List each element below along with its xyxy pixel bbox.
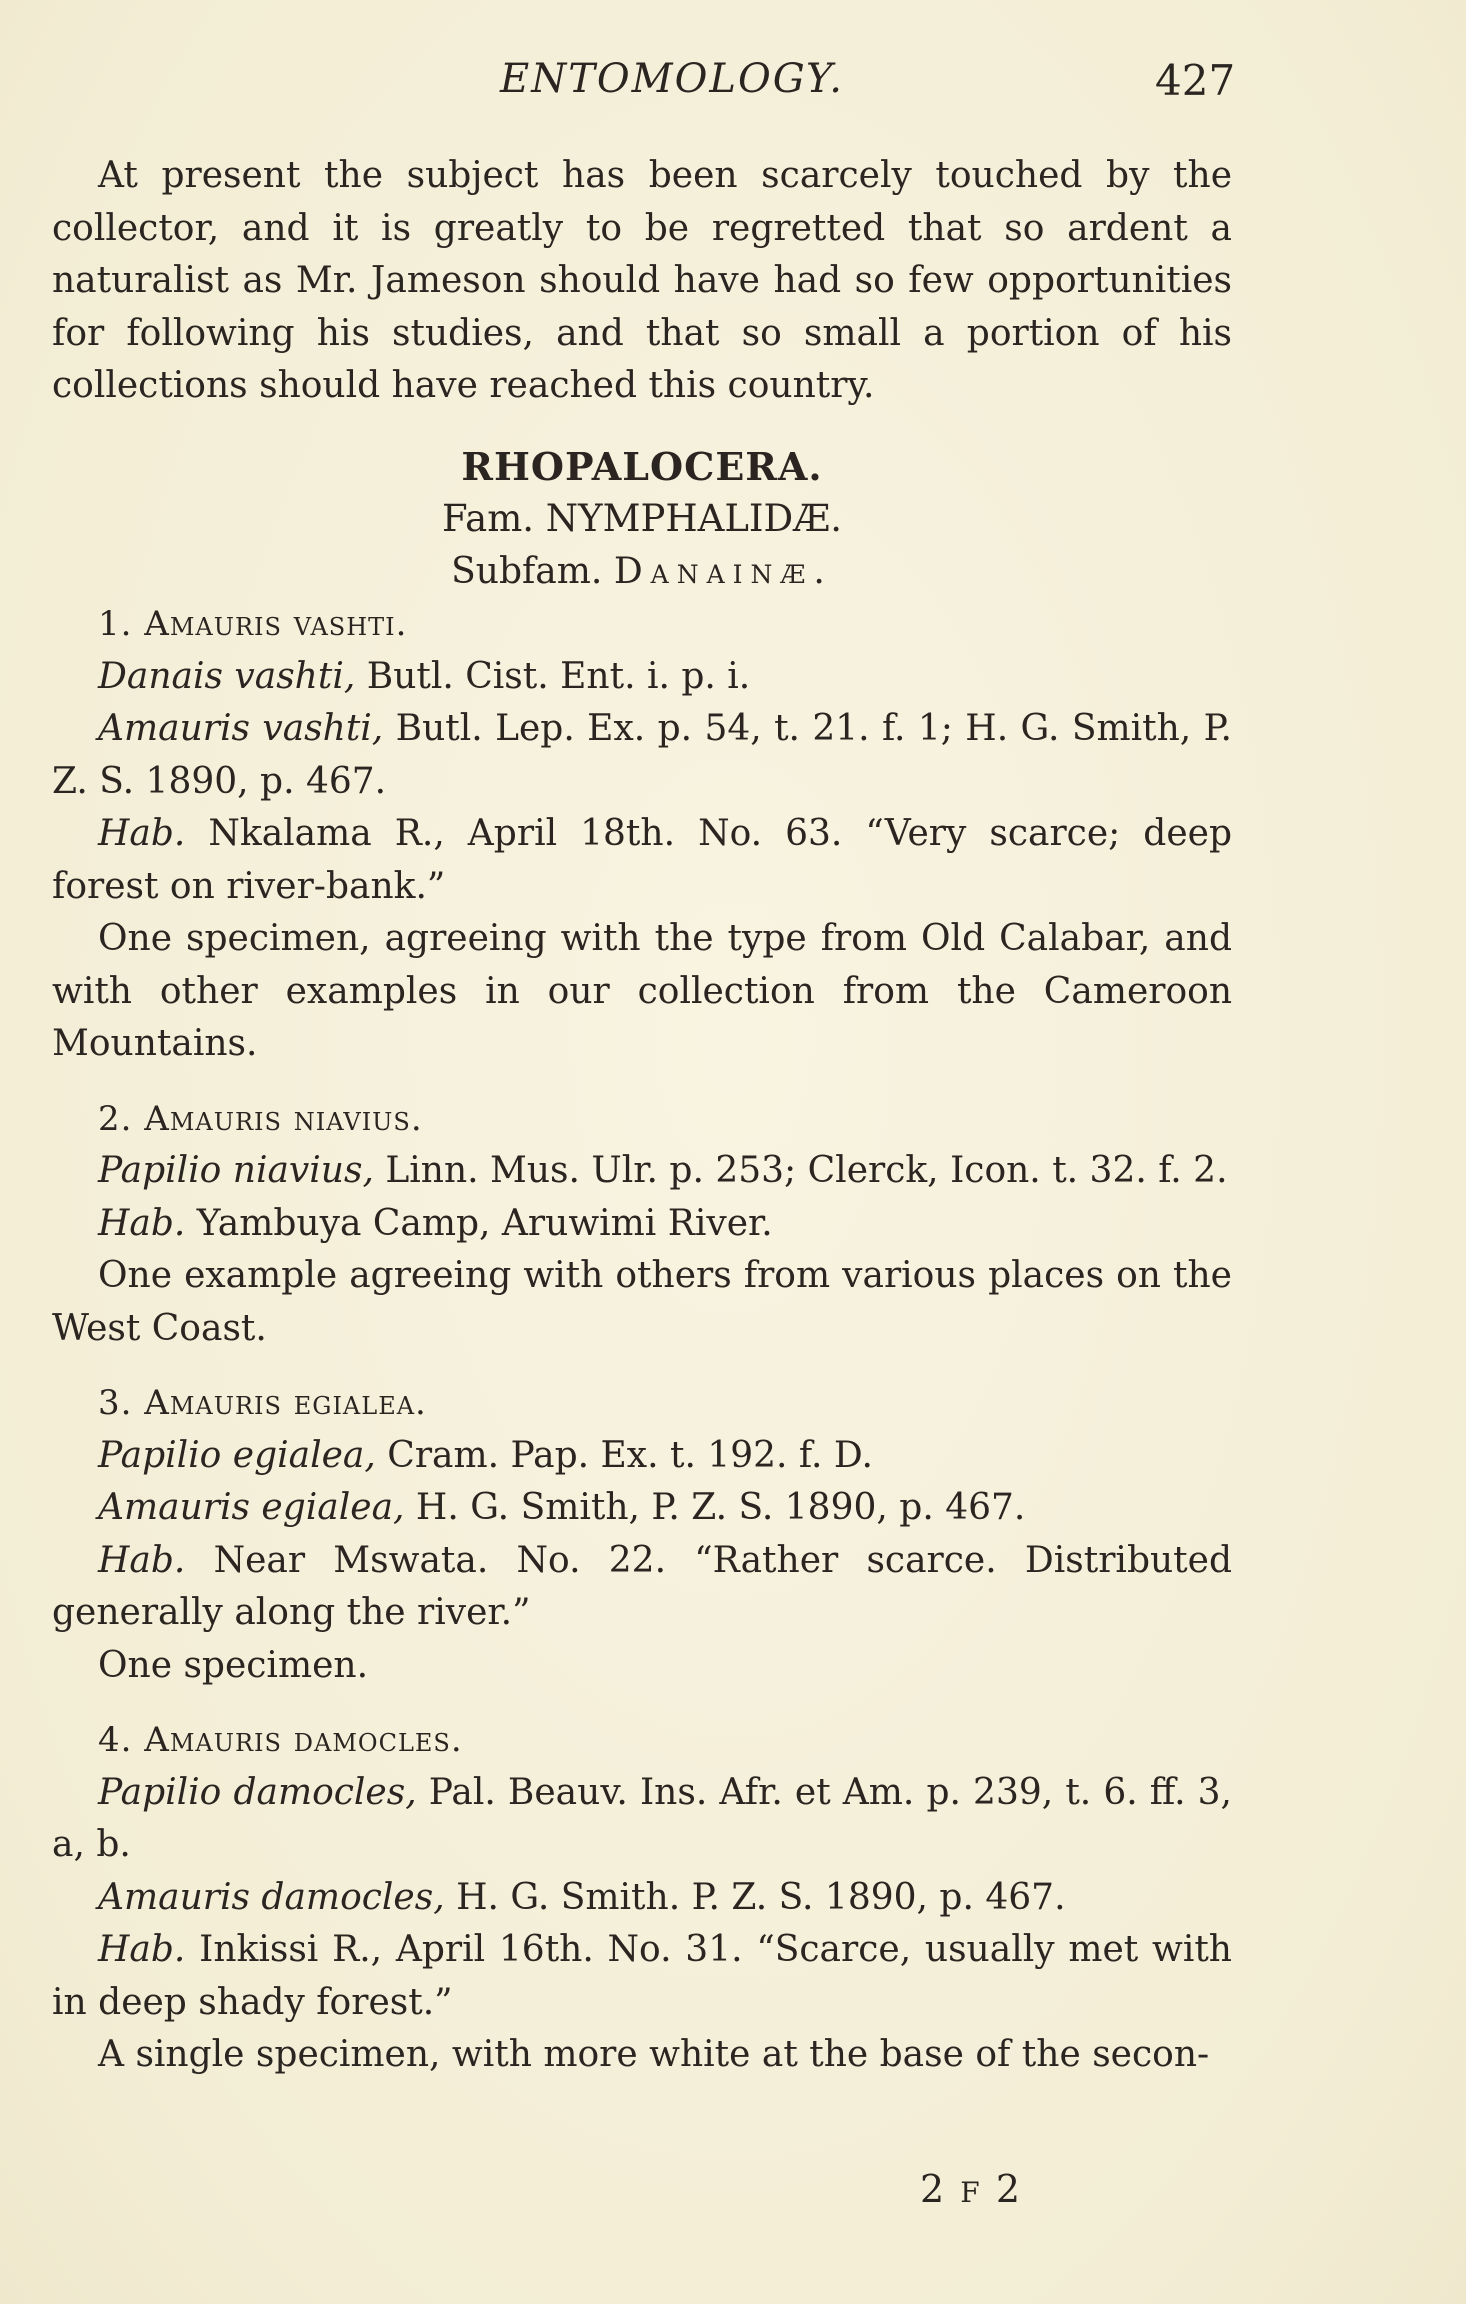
specimen-note: One specimen, agreeing with the type from Old Calabar, and with other examples in our collection from the Cameroon Mountains. (52, 918, 1232, 1064)
reference-taxon: Danais vashti, (98, 655, 356, 697)
subfamily-prefix: Subfam. (451, 550, 603, 592)
reference-text: Butl. Cist. Ent. i. p. i. (355, 655, 751, 697)
species-entry (52, 1377, 1232, 1692)
habitat-line (52, 808, 1232, 913)
habitat-line (52, 1535, 1232, 1640)
habitat-label: Hab. (98, 1539, 186, 1581)
page-header (0, 52, 1466, 112)
page-body (52, 150, 1232, 2082)
signature-left: 2 (920, 2167, 947, 2211)
habitat-text: Yambuya Camp, Aruwimi River. (185, 1202, 773, 1244)
specimen-note: One specimen. (98, 1644, 369, 1686)
reference-text: Linn. Mus. Ulr. p. 253; Clerck, Icon. t. 32. f. 2. (373, 1150, 1228, 1191)
reference-line (52, 1872, 1232, 1925)
intro-paragraph: At present the subject has been scarcely touched by the collector, and it is greatly to be regretted that so ardent a naturalist as Mr. Jameson should have had so few opportunities for following his studies, and that so small a portion of his collections should have reached this country. (52, 155, 1232, 406)
habitat-text: Near Mswata. No. 22. “Rather scarce. Distributed generally along the river.” (52, 1539, 1232, 1633)
species-heading (52, 1714, 1232, 1767)
species-entry (52, 598, 1232, 1071)
reference-line (52, 1767, 1232, 1872)
reference-text: Pal. Beauv. Ins. Afr. et Am. p. 239, t. 6. ff. 3, a, b. (52, 1771, 1233, 1865)
species-number: 3. (98, 1383, 133, 1423)
reference-taxon: Papilio egialea, (98, 1434, 376, 1476)
habitat-text: Inkissi R., April 16th. No. 31. “Scarce, usually met with in deep shady forest.” (52, 1929, 1232, 2023)
species-heading (52, 1093, 1232, 1146)
reference-line (52, 1482, 1232, 1535)
species-name: Amauris damocles. (144, 1720, 463, 1760)
species-heading (52, 1377, 1232, 1430)
specimen-note: A single specimen, with more white at the base of the secon- (98, 2034, 1210, 2075)
reference-line (52, 651, 1232, 704)
specimen-note: One example agreeing with others from various places on the West Coast. (52, 1255, 1232, 1349)
running-head: ENTOMOLOGY. (500, 56, 844, 102)
species-number: 1. (98, 604, 133, 644)
species-number: 2. (98, 1098, 133, 1139)
reference-line (52, 1145, 1232, 1198)
signature-mid: F (960, 2176, 982, 2209)
reference-taxon: Amauris damocles, (98, 1876, 445, 1918)
reference-taxon: Papilio niavius, (98, 1150, 374, 1191)
habitat-label: Hab. (98, 1202, 186, 1244)
page-number: 427 (1155, 56, 1236, 105)
subfamily-name: Danainæ. (613, 550, 833, 592)
reference-line (52, 703, 1232, 808)
order-heading: RHOPALOCERA. (461, 443, 823, 489)
reference-text: Butl. Lep. Ex. p. 54, t. 21. f. 1; H. G. Smith, P. Z. S. 1890, p. 467. (52, 708, 1232, 802)
signature-right: 2 (995, 2167, 1022, 2211)
species-name: Amauris vashti. (144, 604, 408, 644)
reference-text: H. G. Smith, P. Z. S. 1890, p. 467. (404, 1487, 1026, 1528)
species-entry (52, 1093, 1232, 1356)
reference-text: H. G. Smith. P. Z. S. 1890, p. 467. (444, 1876, 1066, 1918)
species-number: 4. (98, 1720, 133, 1760)
reference-taxon: Papilio damocles, (98, 1771, 417, 1813)
subfamily-heading (52, 546, 1232, 599)
reference-text: Cram. Pap. Ex. t. 192. f. D. (375, 1434, 873, 1476)
habitat-line (52, 1198, 1232, 1251)
signature-mark (920, 2167, 1022, 2211)
habitat-line (52, 1924, 1232, 2029)
species-entry (52, 1714, 1232, 2082)
habitat-label: Hab. (98, 1929, 186, 1970)
habitat-label: Hab. (98, 813, 186, 854)
family-heading: Fam. NYMPHALIDÆ. (441, 497, 843, 540)
reference-line (52, 1430, 1232, 1483)
species-name: Amauris niavius. (144, 1098, 423, 1139)
species-name: Amauris egialea. (144, 1383, 427, 1423)
reference-taxon: Amauris egialea, (98, 1487, 405, 1528)
reference-taxon: Amauris vashti, (98, 708, 384, 749)
species-heading (52, 598, 1232, 651)
habitat-text: Nkalama R., April 18th. No. 63. “Very scarce; deep forest on river-bank.” (52, 813, 1232, 907)
